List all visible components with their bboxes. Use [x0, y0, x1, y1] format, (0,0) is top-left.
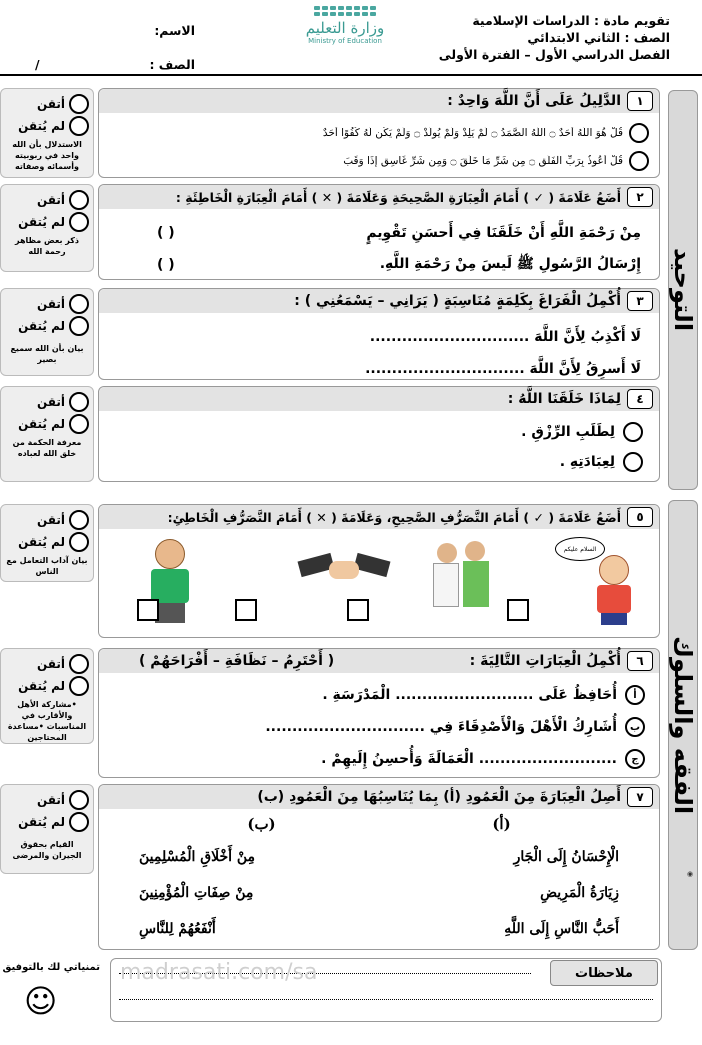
- q7-a1[interactable]: الْإِحْسَانُ إِلَى الْجَارِ: [513, 849, 619, 865]
- q2-title: أَضَعُ عَلَامَةَ ( ✓ ) أَمَامَ الْعِبَارَةِ الصَّحِيحَةِ وَعَلَامَةَ ( ✕ ) أَمَامَ الْعِبَارَةِ الْخَاطِئَةِ :: [175, 189, 621, 205]
- q2-answer-2[interactable]: ( ): [157, 257, 175, 273]
- not-mastered-label: لم يُتقن: [18, 417, 65, 431]
- not-mastered-label: لم يُتقن: [18, 815, 65, 829]
- subject-title: تقويم مادة : الدراسات الإسلامية: [472, 13, 670, 28]
- name-label: الاسم:: [154, 23, 195, 38]
- question-4: [98, 386, 660, 482]
- smiley-icon: ☺: [24, 982, 58, 1020]
- boys-sharing-image: [429, 539, 499, 611]
- q6-mastery-panel: [0, 648, 94, 744]
- q7-a2[interactable]: زِيَارَةُ الْمَرِيضِ: [540, 885, 619, 901]
- q7-b1[interactable]: مِنْ أَخْلَاقِ الْمُسْلِمِينَ: [139, 849, 256, 865]
- q1-option2-text: قُلْ أَعُوذُ بِرَبِّ الْفَلَقِ ۝ مِن شَرِّ مَا خَلَقَ ۝ وَمِن شَرِّ غَاسِقٍ إِذَا وَقَبَ: [343, 155, 623, 167]
- mastered-label: أتقن: [36, 657, 65, 671]
- q5-checkbox-1[interactable]: [507, 599, 529, 621]
- q6-letter-a: أ: [625, 685, 645, 705]
- q6-sentence-2[interactable]: أُشَارِكُ الْأَهْلَ وَالْأَصْدِقَاءَ فِي ..............................: [265, 719, 617, 735]
- q3-not-mastered-radio[interactable]: [69, 316, 89, 336]
- q2-statement-1: مِنْ رَحْمَةِ اللَّهِ أَنْ خَلَقَنَا فِي أَحسَنِ تَقْوِيمٍ: [366, 225, 641, 241]
- q4-option2-text: لِعِبَادَتِهِ .: [559, 454, 615, 470]
- q6-objective: •مشاركة الأهل والأقارب في المناسبات •مساعدة المحتاجين: [7, 700, 87, 742]
- q4-not-mastered-radio[interactable]: [69, 414, 89, 434]
- q5-checkbox-2[interactable]: [347, 599, 369, 621]
- q3-number: ٣: [627, 291, 653, 311]
- grade-label: الصف : الثاني الابتدائي: [527, 30, 670, 45]
- q5-pictures: [99, 529, 659, 637]
- q2-answer-1[interactable]: ( ): [157, 225, 175, 241]
- header-divider: [0, 74, 702, 76]
- q5-title: أَضَعُ عَلَامَةَ ( ✓ ) أَمَامَ التَّصَرُّفِ الصَّحِيحِ، وَعَلَامَةَ ( ✕ ) أَمَامَ التَّصَرُّفِ الْخَاطِئِ:: [167, 509, 621, 525]
- q3-mastery-panel: [0, 288, 94, 376]
- q5-objective: بيان آداب التعامل مع الناس: [6, 556, 88, 576]
- q2-number: ٢: [627, 187, 653, 207]
- q4-objective: معرفة الحكمة من خلق الله لعباده: [12, 438, 82, 458]
- not-mastered-label: لم يُتقن: [18, 679, 65, 693]
- q4-option1-text: لِطَلَبِ الرِّزْقِ .: [521, 424, 615, 440]
- ministry-name-en: Ministry of Education: [308, 37, 382, 45]
- q1-mastery-panel: [0, 88, 94, 178]
- mastered-label: أتقن: [36, 513, 65, 527]
- q6-title: أُكْمِلُ الْعِبَارَاتِ التَّالِيَةَ :: [469, 653, 621, 669]
- brand-mark-icon: ◉: [686, 870, 694, 878]
- q7-b2[interactable]: مِنْ صِفَاتِ الْمُؤْمِنِينَ: [139, 885, 254, 901]
- question-2: [98, 184, 660, 280]
- q1-not-mastered-radio[interactable]: [69, 116, 89, 136]
- q2-not-mastered-radio[interactable]: [69, 212, 89, 232]
- q3-title: أُكْمِلُ الْفَرَاغَ بِكَلِمَةٍ مُنَاسِبَةٍ ( يَرَانِي – يَسْمَعُنِي ) :: [294, 293, 621, 309]
- q6-not-mastered-radio[interactable]: [69, 676, 89, 696]
- not-mastered-label: لم يُتقن: [18, 215, 65, 229]
- notes-label: ملاحظات: [550, 960, 658, 986]
- q7-column-b-header: (ب): [247, 815, 276, 833]
- q3-sentence-1[interactable]: لَا أَكْذِبُ لِأَنَّ اللَّهَ ..............................: [369, 329, 641, 345]
- ministry-logo: [295, 6, 395, 66]
- q2-statement-2: إِرْسَالُ الرَّسُولِ ﷺ لَيسَ مِنْ رَحْمَةِ اللَّهِ.: [379, 256, 641, 272]
- q5-mastery-panel: [0, 504, 94, 582]
- q1-option1-text: قُلْ هُوَ اللَّهُ أَحَدٌ ۝ اللَّهُ الصَّمَدُ ۝ لَمْ يَلِدْ وَلَمْ يُولَدْ ۝ وَلَمْ يَكُن لَّهُ كُفُوًا أَحَدٌ: [322, 127, 623, 139]
- band-fiqh: الفقه والسلوك: [668, 500, 698, 950]
- band-tawheed: التوحيد: [668, 90, 698, 490]
- q1-option2-radio[interactable]: [629, 151, 649, 171]
- question-6: [98, 648, 660, 778]
- q6-mastered-radio[interactable]: [69, 654, 89, 674]
- q6-number: ٦: [627, 651, 653, 671]
- q5-not-mastered-radio[interactable]: [69, 532, 89, 552]
- q7-b3[interactable]: أَنْفَعُهُمْ لِلنَّاسِ: [139, 921, 216, 937]
- ministry-name-ar: وزارة التعليم: [305, 19, 385, 37]
- not-mastered-label: لم يُتقن: [18, 319, 65, 333]
- q5-number: ٥: [627, 507, 653, 527]
- q7-title: أَصِلُ الْعِبَارَةَ مِنَ الْعَمُودِ (أ) بِمَا يُنَاسِبُهَا مِنَ الْعَمُودِ (ب): [257, 789, 621, 805]
- q7-a3[interactable]: أَحَبُّ النَّاسِ إِلَى اللَّهِ: [504, 921, 619, 937]
- q5-checkbox-3[interactable]: [235, 599, 257, 621]
- logo-dots-icon: [295, 6, 395, 16]
- q6-letter-c: ج: [625, 749, 645, 769]
- q5-checkbox-4[interactable]: [137, 599, 159, 621]
- q6-letter-b: ب: [625, 717, 645, 737]
- mastered-label: أتقن: [36, 297, 65, 311]
- best-wishes-text: تمنياتي لك بالتوفيق: [2, 962, 100, 973]
- handshake-image: [299, 551, 389, 591]
- q4-mastered-radio[interactable]: [69, 392, 89, 412]
- q1-title: الدَّلِيلُ عَلَى أَنَّ اللَّهَ وَاحِدٌ :: [447, 93, 621, 109]
- q4-mastery-panel: [0, 386, 94, 482]
- q1-objective: الاستدلال بأن الله واحد في ربوبيته وأسمائه وصفاته: [12, 140, 82, 171]
- watermark: madrasati.com/sa: [120, 960, 318, 985]
- student-fields: [35, 14, 195, 82]
- q1-option1-radio[interactable]: [629, 123, 649, 143]
- q3-sentence-2[interactable]: لَا أَسرِقُ لِأَنَّ اللَّهَ ..............................: [365, 361, 641, 377]
- question-1: [98, 88, 660, 178]
- q4-title: لِمَاذَا خَلَقَنَا اللَّهُ :: [507, 391, 621, 407]
- q5-mastered-radio[interactable]: [69, 510, 89, 530]
- q4-option2-radio[interactable]: [623, 452, 643, 472]
- question-3: [98, 288, 660, 380]
- class-label: الصف :: [149, 57, 195, 72]
- boy-greeting-image: [559, 535, 639, 625]
- term-label: الفصل الدراسي الأول – الفترة الأولى: [438, 47, 670, 62]
- header-info: [410, 12, 670, 63]
- q3-mastered-radio[interactable]: [69, 294, 89, 314]
- q7-number: ٧: [627, 787, 653, 807]
- speech-bubble: السلام عليكم: [555, 537, 605, 561]
- q2-mastered-radio[interactable]: [69, 190, 89, 210]
- q7-mastered-radio[interactable]: [69, 790, 89, 810]
- mastered-label: أتقن: [36, 97, 65, 111]
- q3-objective: بيان بأن الله سميع بصير: [10, 344, 84, 364]
- not-mastered-label: لم يُتقن: [18, 535, 65, 549]
- q4-number: ٤: [627, 389, 653, 409]
- question-7: [98, 784, 660, 950]
- q7-mastery-panel: [0, 784, 94, 874]
- q1-number: ١: [627, 91, 653, 111]
- class-separator: /: [35, 57, 40, 72]
- q7-column-a-header: (أ): [492, 815, 511, 833]
- question-5: [98, 504, 660, 638]
- q6-sentence-1[interactable]: أُحَافِظُ عَلَى .......................... الْمَدْرَسَةِ .: [322, 687, 617, 703]
- not-mastered-label: لم يُتقن: [18, 119, 65, 133]
- q6-word-bank: ( أَحْتَرِمُ – نَظَافَةِ – أَفْرَاحَهُمْ ): [139, 653, 335, 669]
- mastered-label: أتقن: [36, 193, 65, 207]
- q2-mastery-panel: [0, 184, 94, 272]
- q7-not-mastered-radio[interactable]: [69, 812, 89, 832]
- mastered-label: أتقن: [36, 793, 65, 807]
- q2-objective: ذكر بعض مظاهر رحمة الله: [14, 236, 79, 256]
- mastered-label: أتقن: [36, 395, 65, 409]
- q4-option1-radio[interactable]: [623, 422, 643, 442]
- q7-objective: القيام بحقوق الجيران والمرضى: [12, 840, 82, 860]
- q1-mastered-radio[interactable]: [69, 94, 89, 114]
- q6-sentence-3[interactable]: .......................... الْعَمَالَةَ وَأُحسِنُ إِلَيهِمْ .: [321, 751, 617, 767]
